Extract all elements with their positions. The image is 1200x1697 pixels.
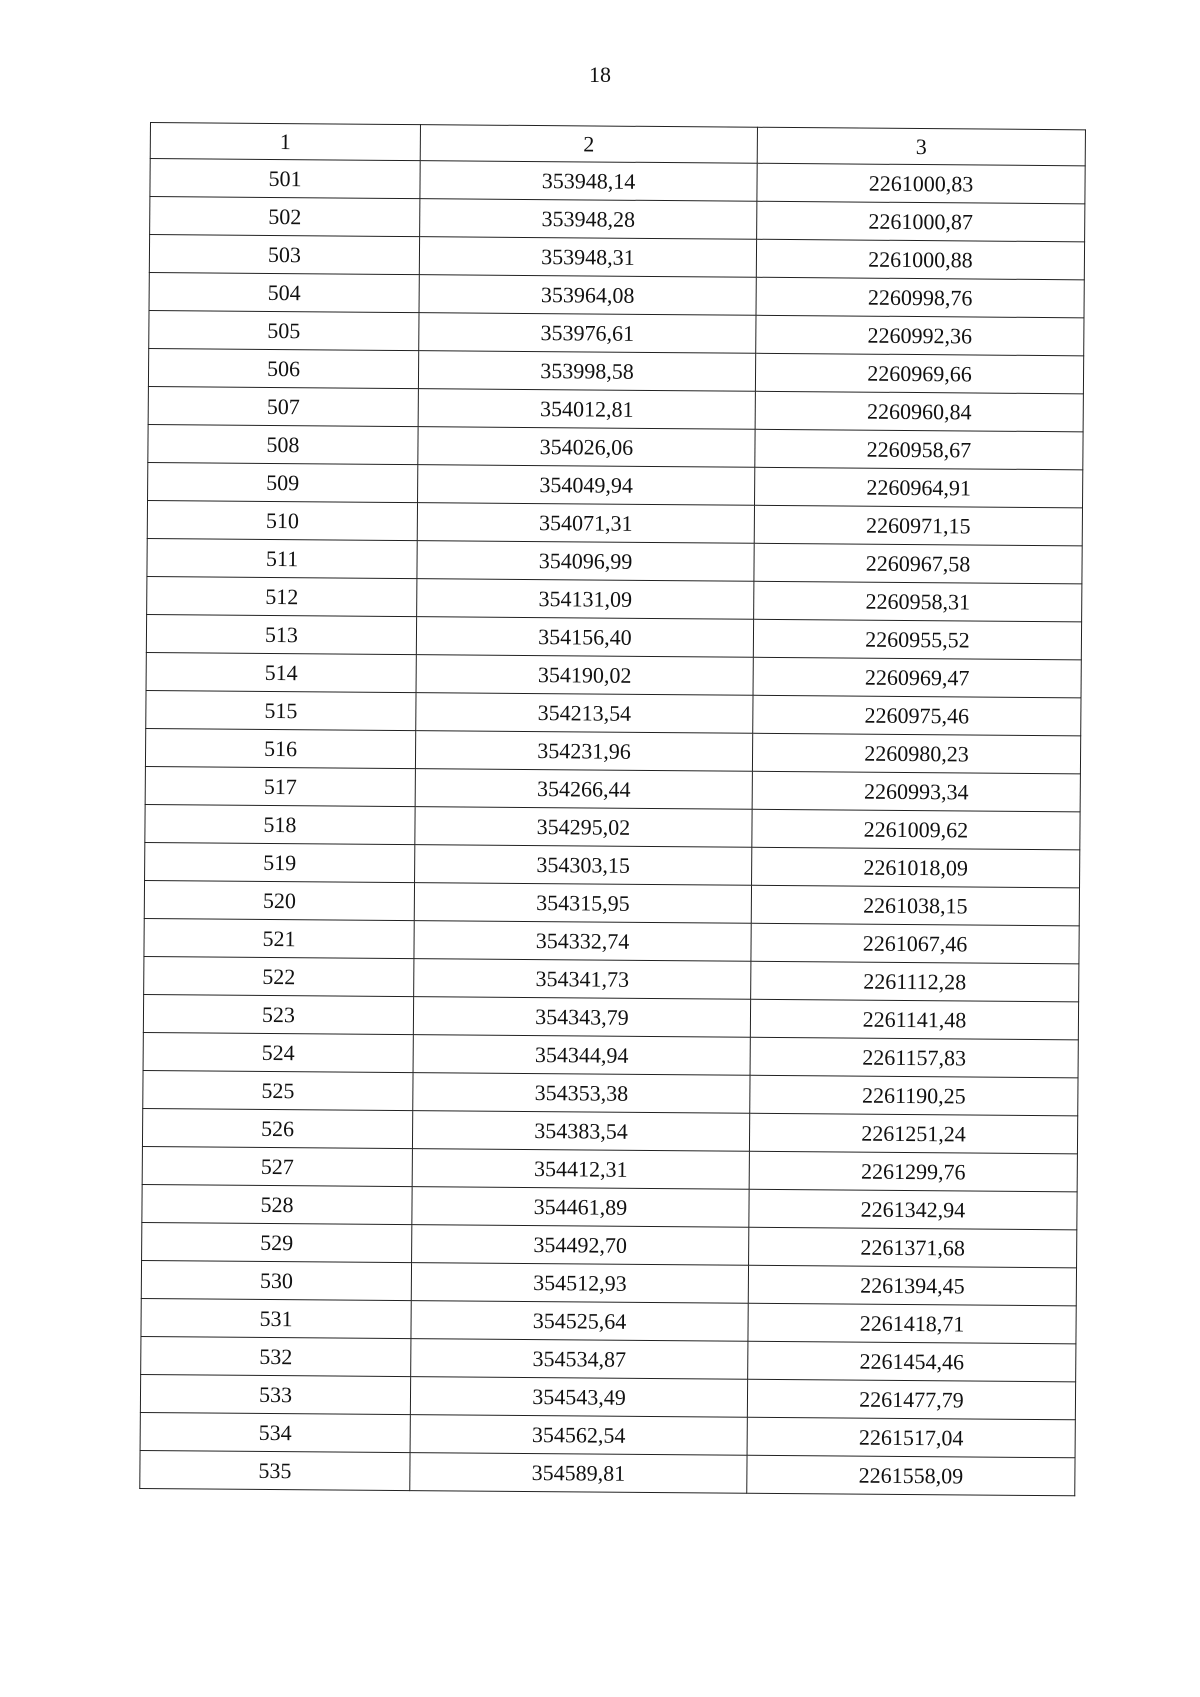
x-coordinate-cell: 354303,15 xyxy=(415,845,752,886)
point-number-cell: 506 xyxy=(148,348,418,388)
y-coordinate-cell: 2261000,87 xyxy=(757,201,1085,242)
x-coordinate-cell: 353964,08 xyxy=(419,275,756,316)
x-coordinate-cell: 354266,44 xyxy=(415,769,752,810)
point-number-cell: 504 xyxy=(149,272,419,312)
y-coordinate-cell: 2260955,52 xyxy=(753,619,1081,660)
y-coordinate-cell: 2260967,58 xyxy=(754,543,1082,584)
y-coordinate-cell: 2261418,71 xyxy=(748,1303,1076,1344)
point-number-cell: 516 xyxy=(145,728,415,768)
x-coordinate-cell: 354383,54 xyxy=(412,1111,749,1152)
point-number-cell: 514 xyxy=(146,652,416,692)
y-coordinate-cell: 2260964,91 xyxy=(755,467,1083,508)
x-coordinate-cell: 353948,31 xyxy=(419,237,756,278)
point-number-cell: 507 xyxy=(148,386,418,426)
x-coordinate-cell: 354096,99 xyxy=(417,541,754,582)
x-coordinate-cell: 354131,09 xyxy=(417,579,754,620)
page-number: 18 xyxy=(589,62,611,87)
point-number-cell: 531 xyxy=(141,1298,411,1338)
coordinates-table xyxy=(139,122,1086,1496)
y-coordinate-cell: 2261558,09 xyxy=(747,1455,1075,1496)
x-coordinate-cell: 353948,14 xyxy=(420,161,757,202)
x-coordinate-cell: 354344,94 xyxy=(413,1035,750,1076)
point-number-cell: 517 xyxy=(145,766,415,806)
y-coordinate-cell: 2260958,67 xyxy=(755,429,1083,470)
x-coordinate-cell: 354562,54 xyxy=(410,1415,747,1456)
y-coordinate-cell: 2261157,83 xyxy=(750,1037,1078,1078)
x-coordinate-cell: 354461,89 xyxy=(412,1187,749,1228)
point-number-cell: 533 xyxy=(140,1374,410,1414)
y-coordinate-cell: 2260975,46 xyxy=(753,695,1081,736)
x-coordinate-cell: 354525,64 xyxy=(411,1301,748,1342)
point-number-cell: 501 xyxy=(150,159,420,199)
y-coordinate-cell: 2261394,45 xyxy=(748,1265,1076,1306)
x-coordinate-cell: 354492,70 xyxy=(412,1225,749,1266)
y-coordinate-cell: 2260998,76 xyxy=(756,277,1084,318)
point-number-cell: 535 xyxy=(140,1450,410,1490)
x-coordinate-cell: 354315,95 xyxy=(414,883,751,924)
point-number-cell: 510 xyxy=(147,500,417,540)
column-header-1: 1 xyxy=(150,123,420,161)
y-coordinate-cell: 2261067,46 xyxy=(751,923,1079,964)
y-coordinate-cell: 2260960,84 xyxy=(755,391,1083,432)
y-coordinate-cell: 2261000,88 xyxy=(756,239,1084,280)
y-coordinate-cell: 2261251,24 xyxy=(749,1113,1077,1154)
point-number-cell: 503 xyxy=(149,235,419,275)
point-number-cell: 522 xyxy=(144,956,414,996)
y-coordinate-cell: 2261190,25 xyxy=(750,1075,1078,1116)
x-coordinate-cell: 353948,28 xyxy=(420,199,757,240)
x-coordinate-cell: 354049,94 xyxy=(418,465,755,506)
x-coordinate-cell: 354190,02 xyxy=(416,655,753,696)
point-number-cell: 532 xyxy=(141,1336,411,1376)
point-number-cell: 525 xyxy=(143,1070,413,1110)
point-number-cell: 513 xyxy=(146,614,416,654)
point-number-cell: 505 xyxy=(149,310,419,350)
x-coordinate-cell: 354295,02 xyxy=(415,807,752,848)
table-body xyxy=(140,123,1086,1496)
y-coordinate-cell: 2260969,47 xyxy=(753,657,1081,698)
x-coordinate-cell: 354412,31 xyxy=(412,1149,749,1190)
point-number-cell: 526 xyxy=(142,1108,412,1148)
y-coordinate-cell: 2261371,68 xyxy=(749,1227,1077,1268)
x-coordinate-cell: 354332,74 xyxy=(414,921,751,962)
y-coordinate-cell: 2261009,62 xyxy=(752,809,1080,850)
x-coordinate-cell: 354071,31 xyxy=(417,503,754,544)
y-coordinate-cell: 2261342,94 xyxy=(749,1189,1077,1230)
y-coordinate-cell: 2260992,36 xyxy=(756,315,1084,356)
point-number-cell: 534 xyxy=(140,1412,410,1452)
y-coordinate-cell: 2260971,15 xyxy=(754,505,1082,546)
y-coordinate-cell: 2261000,83 xyxy=(757,163,1085,204)
y-coordinate-cell: 2261038,15 xyxy=(751,885,1079,926)
y-coordinate-cell: 2260980,23 xyxy=(752,733,1080,774)
point-number-cell: 502 xyxy=(150,197,420,237)
x-coordinate-cell: 354512,93 xyxy=(411,1263,748,1304)
point-number-cell: 529 xyxy=(142,1222,412,1262)
x-coordinate-cell: 354534,87 xyxy=(411,1339,748,1380)
point-number-cell: 521 xyxy=(144,918,414,958)
x-coordinate-cell: 354589,81 xyxy=(410,1453,747,1494)
x-coordinate-cell: 354543,49 xyxy=(410,1377,747,1418)
table-row xyxy=(140,1450,1075,1495)
point-number-cell: 518 xyxy=(145,804,415,844)
point-number-cell: 509 xyxy=(148,462,418,502)
point-number-cell: 527 xyxy=(142,1146,412,1186)
x-coordinate-cell: 354213,54 xyxy=(416,693,753,734)
y-coordinate-cell: 2261018,09 xyxy=(752,847,1080,888)
point-number-cell: 512 xyxy=(147,576,417,616)
y-coordinate-cell: 2261454,46 xyxy=(748,1341,1076,1382)
x-coordinate-cell: 354343,79 xyxy=(413,997,750,1038)
x-coordinate-cell: 354353,38 xyxy=(413,1073,750,1114)
column-header-2: 2 xyxy=(420,125,757,164)
x-coordinate-cell: 354231,96 xyxy=(415,731,752,772)
y-coordinate-cell: 2260958,31 xyxy=(754,581,1082,622)
y-coordinate-cell: 2261141,48 xyxy=(750,999,1078,1040)
x-coordinate-cell: 354012,81 xyxy=(418,389,755,430)
point-number-cell: 530 xyxy=(141,1260,411,1300)
y-coordinate-cell: 2261112,28 xyxy=(751,961,1079,1002)
point-number-cell: 511 xyxy=(147,538,417,578)
y-coordinate-cell: 2261299,76 xyxy=(749,1151,1077,1192)
column-header-3: 3 xyxy=(757,127,1085,166)
point-number-cell: 519 xyxy=(145,842,415,882)
x-coordinate-cell: 354026,06 xyxy=(418,427,755,468)
x-coordinate-cell: 353976,61 xyxy=(419,313,756,354)
point-number-cell: 508 xyxy=(148,424,418,464)
point-number-cell: 520 xyxy=(144,880,414,920)
y-coordinate-cell: 2261517,04 xyxy=(747,1417,1075,1458)
x-coordinate-cell: 354341,73 xyxy=(414,959,751,1000)
point-number-cell: 528 xyxy=(142,1184,412,1224)
point-number-cell: 515 xyxy=(146,690,416,730)
x-coordinate-cell: 353998,58 xyxy=(418,351,755,392)
y-coordinate-cell: 2260993,34 xyxy=(752,771,1080,812)
y-coordinate-cell: 2261477,79 xyxy=(747,1379,1075,1420)
y-coordinate-cell: 2260969,66 xyxy=(755,353,1083,394)
point-number-cell: 523 xyxy=(143,994,413,1034)
point-number-cell: 524 xyxy=(143,1032,413,1072)
x-coordinate-cell: 354156,40 xyxy=(416,617,753,658)
